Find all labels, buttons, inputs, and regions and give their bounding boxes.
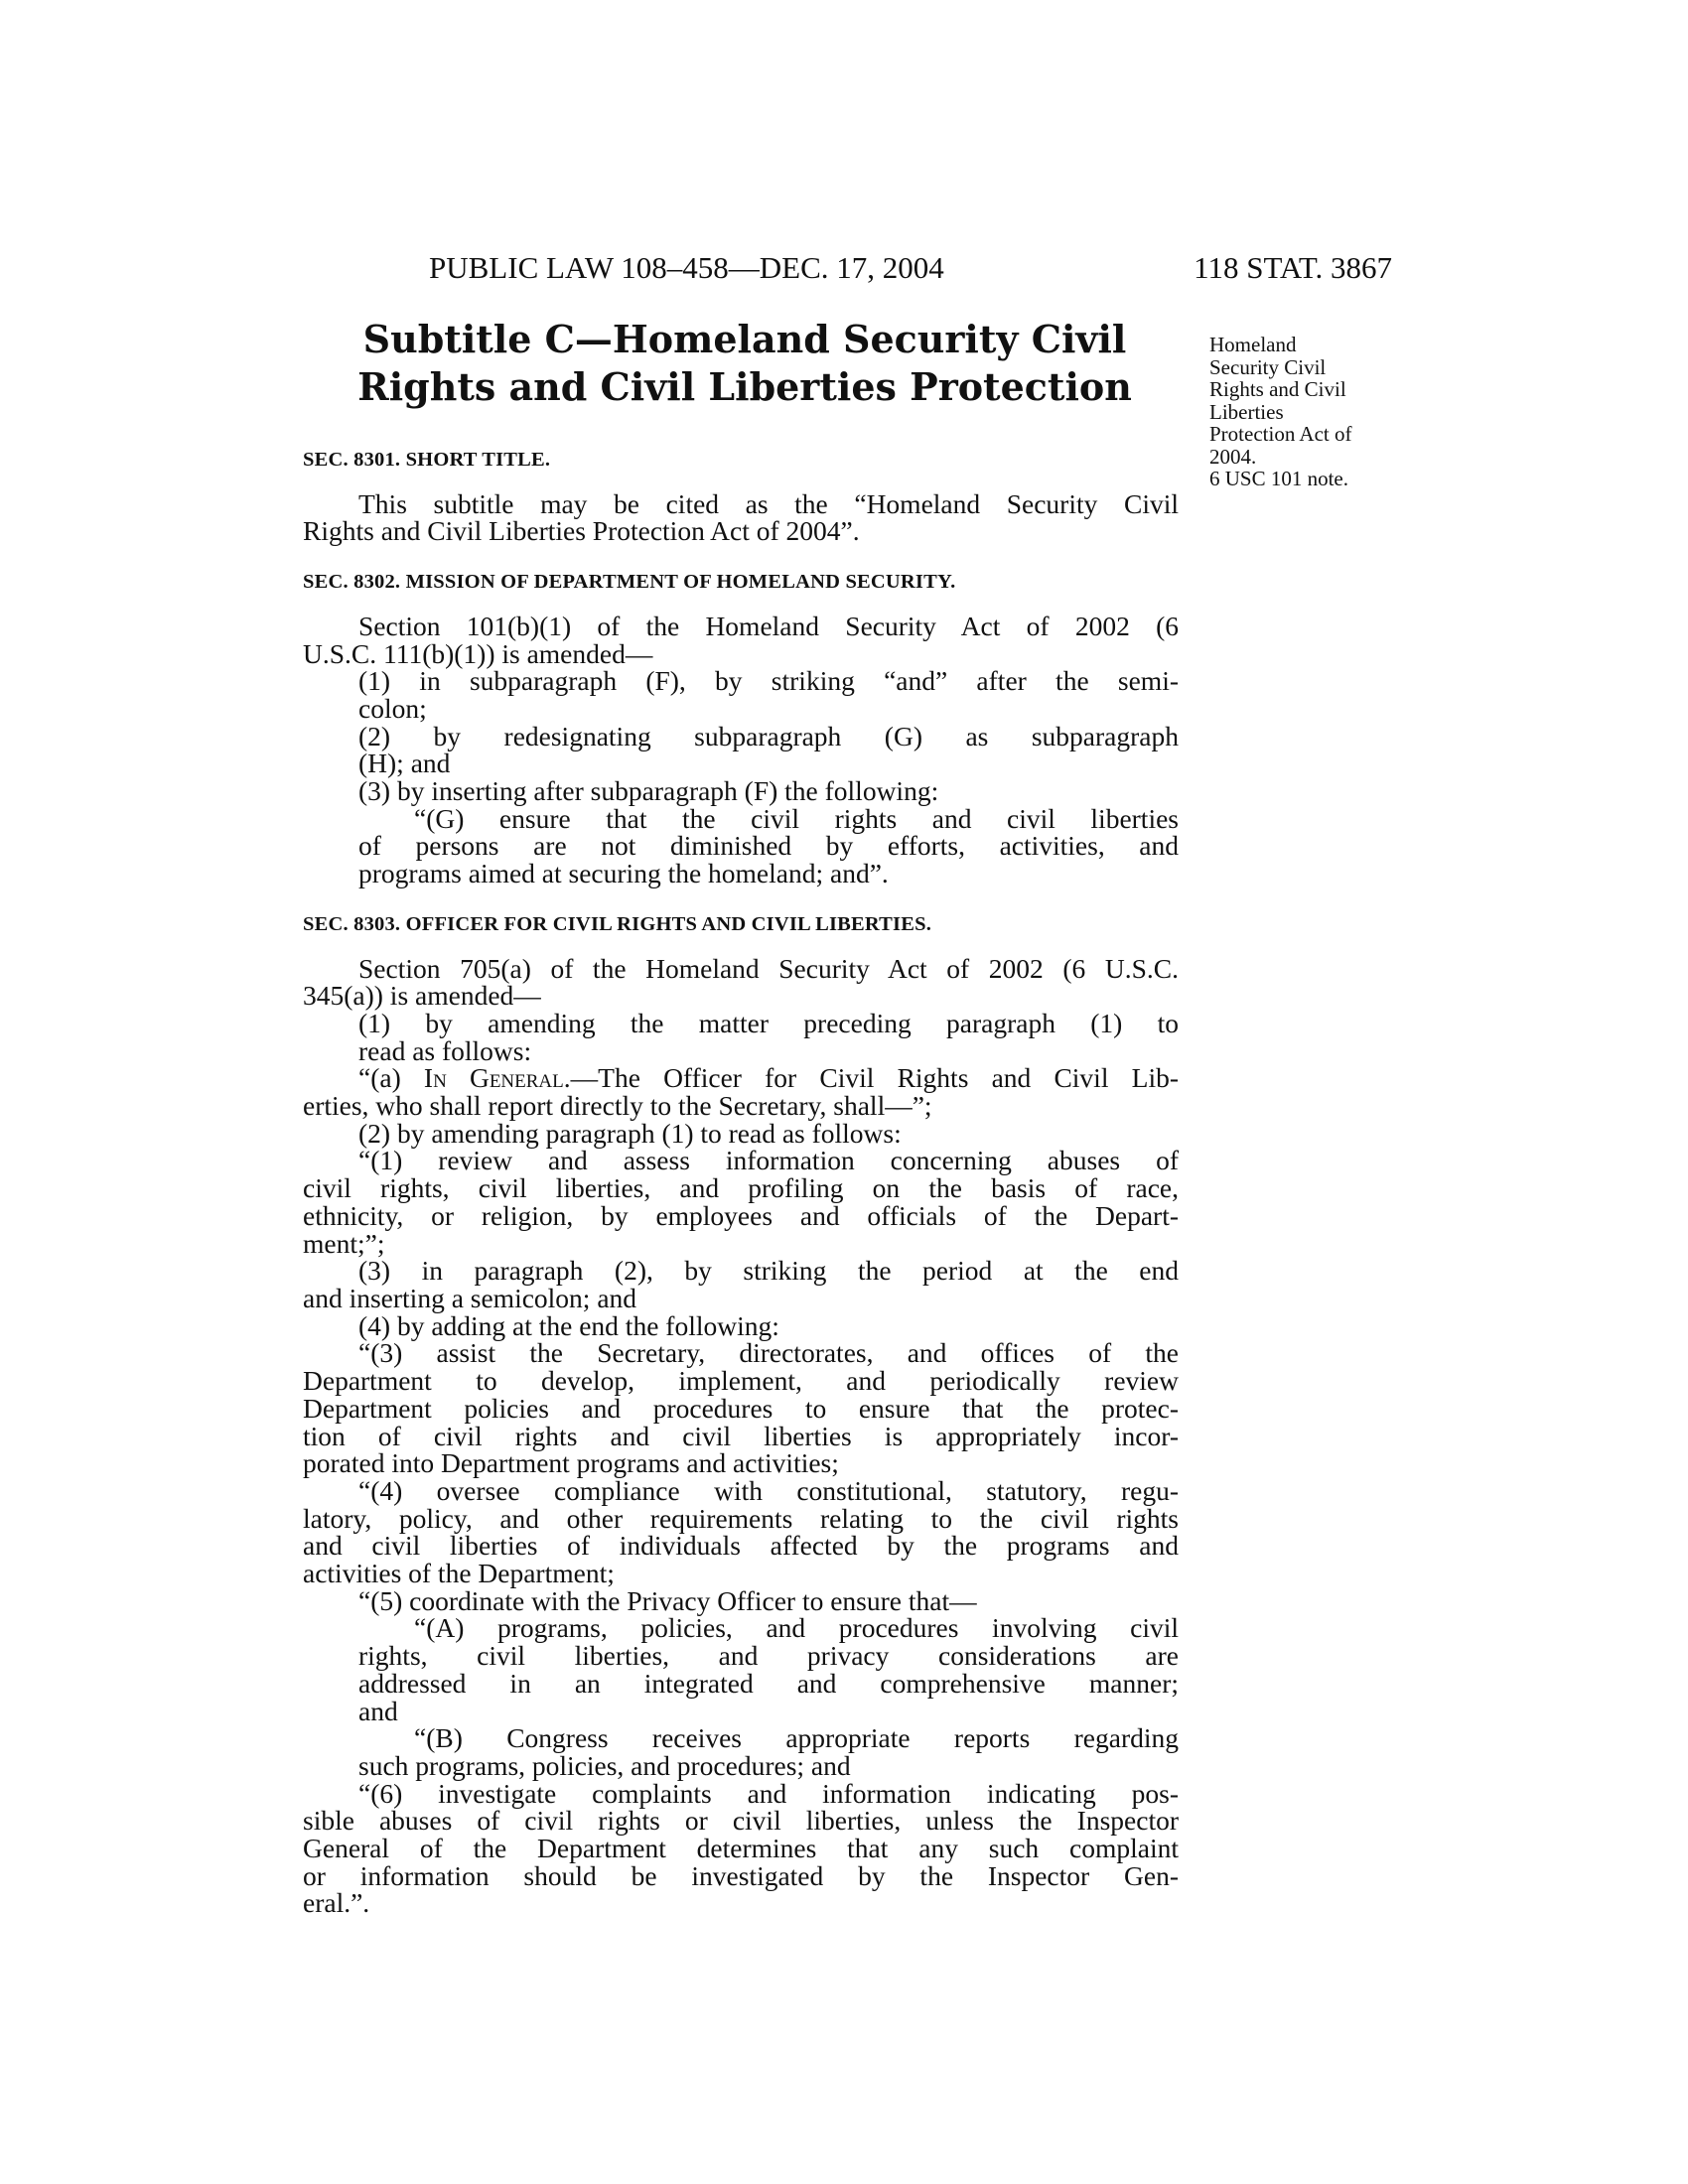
text-line: colon;: [358, 692, 427, 724]
text-line: rights, civil liberties, and privacy considerations are: [358, 1640, 1179, 1672]
text-line: (2) by amending paragraph (1) to read as follows:: [358, 1117, 902, 1149]
text-line: (1) in subparagraph (F), by striking “and” after the semi-: [358, 665, 1179, 697]
subtitle-line: Rights and Civil Liberties Protection: [357, 364, 1132, 409]
text-line: tion of civil rights and civil liberties is appropriately incor-: [303, 1420, 1179, 1451]
document-body: [303, 447, 1179, 1917]
text-line: “(a) In General.—The Officer for Civil Rights and Civil Lib-: [358, 1062, 1179, 1094]
text-line: “(A) programs, policies, and procedures involving civil: [414, 1612, 1179, 1644]
text-line: (3) in paragraph (2), by striking the period at the end: [358, 1255, 1179, 1287]
text-line: such programs, policies, and procedures; and: [358, 1749, 851, 1781]
header-public-law: PUBLIC LAW 108–458—DEC. 17, 2004: [429, 250, 944, 285]
text-line: Department policies and procedures to ensure that the protec-: [303, 1392, 1179, 1424]
text-line: “(4) oversee compliance with constitutional, statutory, regu-: [358, 1474, 1179, 1506]
text-line: (4) by adding at the end the following:: [358, 1309, 779, 1341]
section-heading: SEC. 8302. MISSION OF DEPARTMENT OF HOMELAND SECURITY.: [303, 571, 956, 594]
margin-note-line: Security Civil: [1209, 354, 1327, 379]
text-line: Department to develop, implement, and periodically review: [303, 1365, 1179, 1397]
text-line: ment;”;: [303, 1227, 385, 1259]
text-line: activities of the Department;: [303, 1558, 615, 1589]
text-line: “(5) coordinate with the Privacy Officer to ensure that—: [358, 1584, 977, 1616]
margin-note-line: 6 USC 101 note.: [1209, 467, 1349, 490]
text-line: (H); and: [358, 748, 451, 779]
header-statute-page: 118 STAT. 3867: [1194, 250, 1392, 285]
text-line: sible abuses of civil rights or civil liberties, unless the Inspector: [303, 1805, 1179, 1837]
small-caps-heading: In General: [423, 1062, 564, 1094]
text-line: (2) by redesignating subparagraph (G) as subparagraph: [358, 720, 1179, 751]
text-line: General of the Department determines that any such complaint: [303, 1833, 1179, 1864]
section-heading: SEC. 8301. SHORT TITLE.: [303, 449, 551, 471]
section-heading: SEC. 8303. OFFICER FOR CIVIL RIGHTS AND CIVIL LIBERTIES.: [303, 912, 932, 935]
text-line: programs aimed at securing the homeland; and”.: [358, 858, 889, 889]
text-line: porated into Department programs and activities;: [303, 1447, 839, 1479]
text-line: and civil liberties of individuals affected by the programs and: [303, 1530, 1179, 1562]
margin-note-line: Protection Act of: [1209, 422, 1352, 446]
text-line: and inserting a semicolon; and: [303, 1282, 637, 1313]
text-line: “(B) Congress receives appropriate reports regarding: [414, 1722, 1179, 1754]
text-line: (3) by inserting after subparagraph (F) the following:: [358, 775, 939, 807]
text-line: Section 705(a) of the Homeland Security Act of 2002 (6 U.S.C.: [358, 952, 1179, 984]
text-line: Section 101(b)(1) of the Homeland Security Act of 2002 (6: [358, 610, 1179, 641]
text-line: erties, who shall report directly to the Secretary, shall—”;: [303, 1090, 932, 1122]
text-line: or information should be investigated by the Inspector Gen-: [303, 1859, 1179, 1891]
text-line: “(G) ensure that the civil rights and civil liberties: [414, 802, 1179, 834]
text-line: eral.”.: [303, 1887, 370, 1919]
text-line: of persons are not diminished by efforts, activities, and: [358, 830, 1179, 862]
text-line: 345(a)) is amended—: [303, 980, 541, 1012]
margin-note: [1209, 334, 1388, 490]
text-line: “(1) review and assess information concerning abuses of: [358, 1145, 1179, 1176]
text-line: This subtitle may be cited as the “Homeland Security Civil: [358, 487, 1179, 519]
text-line: “(6) investigate complaints and information indicating pos-: [358, 1777, 1179, 1809]
margin-note-line: Rights and Civil: [1209, 377, 1346, 401]
margin-note-line: Liberties: [1209, 399, 1284, 424]
text-line: U.S.C. 111(b)(1)) is amended—: [303, 637, 653, 669]
running-header: [429, 250, 1392, 290]
text-line: latory, policy, and other requirements relating to the civil rights: [303, 1502, 1179, 1534]
margin-note-line: Homeland: [1209, 333, 1297, 356]
subtitle-line: Subtitle C—Homeland Security Civil: [362, 317, 1127, 361]
subtitle-heading: [298, 316, 1192, 411]
text-line: read as follows:: [358, 1034, 532, 1066]
text-line: “(3) assist the Secretary, directorates, and offices of the: [358, 1337, 1179, 1369]
text-line: addressed in an integrated and comprehensive manner;: [358, 1667, 1179, 1699]
text-line: (1) by amending the matter preceding paragraph (1) to: [358, 1007, 1179, 1038]
text-line: civil rights, civil liberties, and profiling on the basis of race,: [303, 1172, 1179, 1204]
text-line: Rights and Civil Liberties Protection Act of 2004”.: [303, 515, 860, 547]
text-line: and: [358, 1695, 398, 1726]
text-line: ethnicity, or religion, by employees and officials of the Depart-: [303, 1199, 1179, 1231]
margin-note-line: 2004.: [1209, 444, 1257, 469]
